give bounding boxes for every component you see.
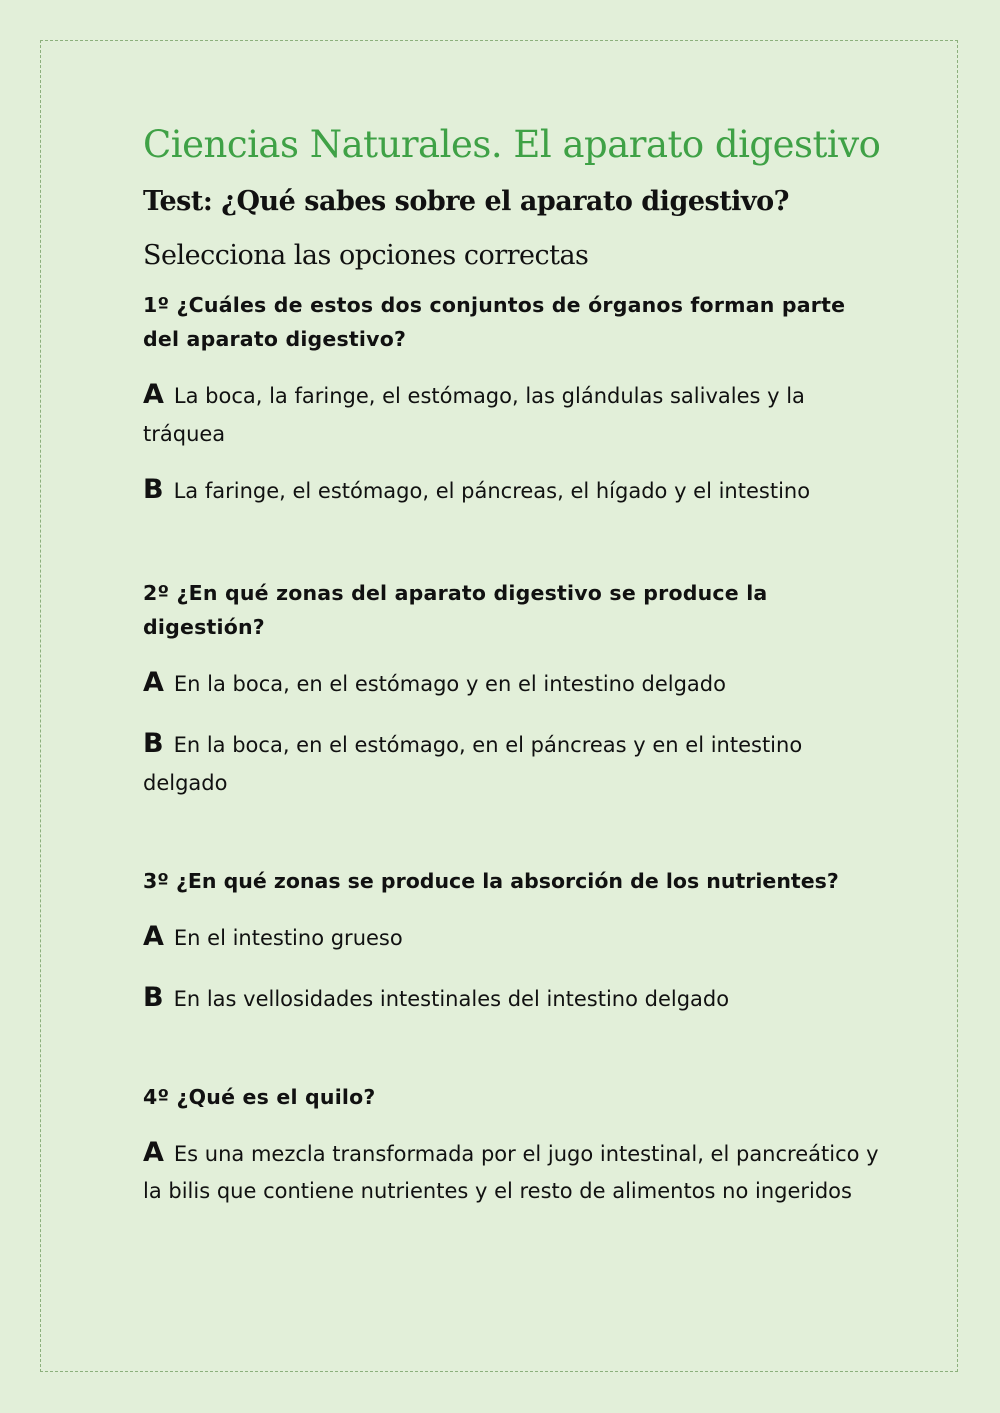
- question-text: 1º ¿Cuáles de estos dos conjuntos de órganos forman parte del aparato digestivo?: [143, 293, 846, 351]
- option-letter: A: [143, 667, 164, 698]
- test-subtitle: Test: ¿Qué sabes sobre el aparato digestivo?: [143, 186, 789, 217]
- option-letter: A: [143, 379, 164, 410]
- option-text: Es una mezcla transformada por el jugo intestinal, el pancreático y la bilis que contiene nutrientes y el resto de alimentos no ingeridos: [143, 1142, 879, 1203]
- option-b[interactable]: [143, 979, 883, 1018]
- option-text: En la boca, en el estómago y en el intestino delgado: [173, 672, 726, 696]
- question-text: 2º ¿En qué zonas del aparato digestivo se produce la digestión?: [143, 581, 768, 639]
- option-b[interactable]: [143, 471, 883, 510]
- question-text: 3º ¿En qué zonas se produce la absorción de los nutrientes?: [143, 869, 839, 893]
- option-b[interactable]: [143, 725, 883, 802]
- question-block-3: [143, 864, 883, 1018]
- option-text: La faringe, el estómago, el páncreas, el hígado y el intestino: [173, 479, 811, 503]
- page-title: Ciencias Naturales. El aparato digestivo: [143, 123, 881, 166]
- option-letter: A: [143, 1137, 164, 1168]
- question-block-2: [143, 576, 883, 802]
- option-a[interactable]: [143, 1134, 883, 1210]
- option-a[interactable]: [143, 664, 883, 703]
- option-letter: B: [143, 982, 164, 1013]
- option-a[interactable]: [143, 376, 883, 453]
- question-text: 4º ¿Qué es el quilo?: [143, 1085, 376, 1109]
- option-text: La boca, la faringe, el estómago, las glándulas salivales y la tráquea: [143, 384, 805, 446]
- instruction-text: Selecciona las opciones correctas: [143, 240, 589, 271]
- question-block-1: [143, 288, 883, 510]
- option-a[interactable]: [143, 918, 883, 957]
- option-letter: B: [143, 728, 164, 759]
- option-text: En el intestino grueso: [173, 926, 403, 950]
- worksheet-content: [143, 118, 883, 1210]
- option-letter: A: [143, 921, 164, 952]
- option-text: En las vellosidades intestinales del intestino delgado: [173, 987, 730, 1011]
- question-block-4: [143, 1080, 883, 1210]
- option-letter: B: [143, 474, 164, 505]
- option-text: En la boca, en el estómago, en el páncreas y en el intestino delgado: [143, 733, 803, 795]
